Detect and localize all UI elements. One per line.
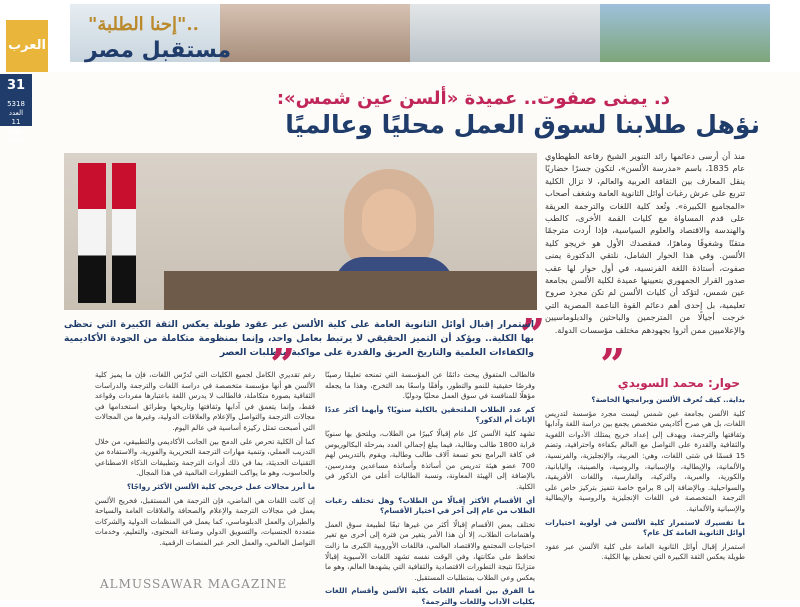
paragraph: كلية الألسن بجامعة عين شمس ليست مجرد مؤسسة لتدريس اللغات، بل هي صرح أكاديمي متخصص يجمع بين دراسة اللغة وآدابها وثقافتها والترجمة، ويهدف إلى إعداد خريج يمتلك الأدوات اللغوية والثقافية والقدرة على التواصل مع العالم بكفاءة واحترافية، وتضم 15 قسمًا في شتى اللغات، وهي: العربية، والإنجليزية، والفرنسية، والألمانية، والإيطالية، والإسبانية، والروسية، والصينية، واليابانية، والكورية، والعبرية، والتركية، والفارسية، واللغات الأفريقية، والسواحيلية. وبالإضافة إلى 8 برامج خاصة تتميز بتركيز خاص على الترجمة المتخصصة في اللغات الإنجليزية والروسية والإيطالية والإسبانية والألمانية. [545, 408, 745, 513]
flag-icon [78, 163, 106, 303]
paragraph: تختلف بعض الأقسام إقبالًا أكثر من غيرها تبعًا لطبيعة سوق العمل واهتمامات الطلاب، إلا أن هذا الأمر يتغير من فترة إلى أخرى مع تغير احتياجات المجتمع والاقتصاد العالمي، فاللغات الأوروبية الكبرى ما زالت تحافظ على مكانتها، وفي الوقت نفسه تشهد اللغات الآسيوية إقبالًا متزايدًا نتيجة التطورات الاقتصادية والثقافية التي يشهدها العالم، وهو ما يعكس وعي الطلاب بمتطلبات المستقبل. [325, 519, 535, 582]
quote-mark-icon: ” [600, 340, 626, 391]
header-photo-2 [220, 4, 410, 62]
magazine-footer: ALMUSSAWAR MAGAZINE [100, 577, 288, 591]
quote-mark-icon: ” [270, 340, 296, 391]
interview-question: أي الأقسام الأكثر إقبالًا من الطلاب؟ وهل تختلف رغبات الطلاب من عام إلى آخر في اختيار الأقسام؟ [325, 495, 535, 516]
article-column-2 [325, 370, 535, 606]
article-headline: نؤهل طلابنا لسوق العمل محليًا وعالميًا [285, 110, 760, 139]
article-kicker: د. يمنى صفوت.. عميدة «ألسن عين شمس»: [276, 88, 670, 109]
article-column-3 [95, 370, 315, 565]
quote-mark-icon: ” [520, 310, 546, 361]
desk-shape [164, 271, 537, 310]
paragraph: تشهد كلية الألسن كل عام إقبالًا كبيرًا من الطلاب، ويلتحق بها سنويًا قرابة 1800 طالب وطالبة، فيما يبلغ إجمالي العدد بمرحلة البكالوريوس في كافة البرامج نحو تسعة آلاف طالب وطالبة، ويقوم بالتدريس لهم 700 عضو هيئة تدريس من أساتذة وأساتذة مساعدين ومدرسين، بالإضافة إلى الهيئة المعاونة، ونسبة الطالبات أعلى من الذكور في الكلية. [325, 428, 535, 491]
interview-question: ما تفسيرك لاستمرار كلية الألسن في أولوية اختيارات أوائل الثانوية العامة كل عام؟ [545, 517, 745, 538]
paragraph: كما أن الكلية تحرص على الدمج بين الجانب الأكاديمي والتطبيقي، من خلال التدريب العملي، وتنمية مهارات الترجمة التحريرية والفورية، والاستفادة من التقنيات الحديثة، بما في ذلك أدوات الترجمة وتطبيقات الذكاء الاصطناعي والحاسوب، وهو ما يواكب التطورات العالمية في هذا المجال. [95, 436, 315, 478]
header-photo-3 [410, 4, 600, 62]
face-shape [362, 189, 416, 251]
article-column-1 [545, 395, 745, 590]
paragraph: إن كانت اللغات هي الماضي، فإن الترجمة هي المستقبل، فخريج الألسن يعمل في مجالات الترجمة والإعلام والصحافة والعلاقات العامة والسياحة والطيران والعمل الدبلوماسي، كما يعمل في المنظمات الدولية والشركات متعددة الجنسيات، والتسويق الدولي وصناعة المحتوى، والتعليم، وخدمات التواصل العالمي، والعمل الحر عبر المنصات الرقمية. [95, 495, 315, 547]
page-header [0, 0, 800, 72]
magazine-logo: العرب [6, 20, 48, 72]
paragraph: فالطالب المتفوق يبحث دائمًا عن المؤسسة التي تمنحه تعليمًا رصينًا وفرصًا حقيقية للنمو والتطور، وأفقًا واسعًا بعد التخرج، وهذا ما يجعله مؤهلًا للمنافسة في سوق العمل محليًا ودوليًا. [325, 370, 535, 401]
interview-question: ما الفرق بين أقسام اللغات بكلية الألسن وأقسام اللغات بكليات الآداب واللغات والترجمة؟ [325, 586, 535, 606]
page-number: 31 [6, 78, 26, 93]
interview-question: ما أبرز مجالات عمل خريجي كلية الألسن الأكثر رواجًا؟ [126, 481, 315, 491]
article-intro: منذ أن أرسى دعائمها رائد التنوير الشيخ رفاعة الطهطاوي عام 1835، باسم «مدرسة الألسن»، لتكون جسرًا حضاريًا ينقل المعارف بين الثقافة العربية والعالم، لا تزال الكلية تتربع على عرش رغبات أوائل الثانوية العامة وشغف أصحاب «المجاميع الكبيرة». وتُعد كلية اللغات والترجمة العريقة على قدم المساواة مع كليات القمة الأخرى، كالطب والهندسة والاقتصاد والعلوم السياسية، فإذا أردت مترجمًا متقنًا وشغوفًا وماهرًا، فمقصدك الأول هو خريجو كلية الألسن. وفي هذا الحوار الشامل، نلتقي الدكتورة يمنى صفوت، أستاذة اللغة الفرنسية، في أول حوار لها عقب صدور القرار الجمهوري بتعيينها عميدة لكلية الألسن بجامعة عين شمس، لتؤكد أن كليات الألسن لم تكن مجرد صروح تعليمية، بل إحدى أهم دعائم القوة الناعمة المصرية التي خرجت أجيالًا من المترجمين والباحثين والدبلوماسيين والإعلاميين ممن أثروا بجهودهم مختلف مؤسسات الدولة. [545, 151, 745, 335]
flag-icon [112, 163, 136, 303]
section-title: مستقبل مصر [85, 38, 232, 63]
section-slogan: "إحنا الطلبة".. [88, 14, 199, 35]
pull-quote: استمرار إقبال أوائل الثانوية العامة على كلية الألسن عبر عقود طويلة يعكس الثقة الكبيرة التي تحظى بها الكلية.. ويؤكد أن التميز الحقيقي لا يرتبط بعامل واحد، وإنما بمنظومة متكاملة من الجودة الأكاديمية والكفاءات العلمية والتاريخ العريق والقدرة على مواكبة متطلبات العصر [64, 319, 534, 358]
paragraph: رغم تقديري الكامل لجميع الكليات التي تُدرّس اللغات، فإن ما يميز كلية الألسن هو أنها مؤسسة متخصصة في دراسة اللغات والترجمة والدراسات الثقافية بصورة متكاملة، فالطالب لا يدرس اللغة باعتبارها مفردات وقواعد فقط، وإنما يتعمق في آدابها وثقافتها وتاريخها وطرائق استخدامها في مجالات الترجمة والتواصل والإعلام والعلاقات الدولية، وغيرها من المجالات التي أصبحت تمثل ركيزة أساسية في عالم اليوم. [95, 370, 315, 432]
paragraph: استمرار إقبال أوائل الثانوية العامة على كلية الألسن عبر عقود طويلة يعكس الثقة الكبيرة التي تحظى بها الكلية. [545, 541, 745, 562]
issue-info: 5318 العدد 11 يوليو 2026 [7, 100, 25, 144]
byline: حوار: محمد السويدي [617, 376, 740, 390]
interview-question: كم عدد الطلاب الملتحقين بالكلية سنويًا؟ وأيهما أكثر عددًا الإناث أم الذكور؟ [325, 404, 535, 425]
header-photo-4 [600, 4, 770, 62]
interview-question: بداية.. كيف تُعرف الألسن وبرامجها الخاصة؟ [591, 395, 745, 404]
interview-photo [64, 153, 537, 310]
